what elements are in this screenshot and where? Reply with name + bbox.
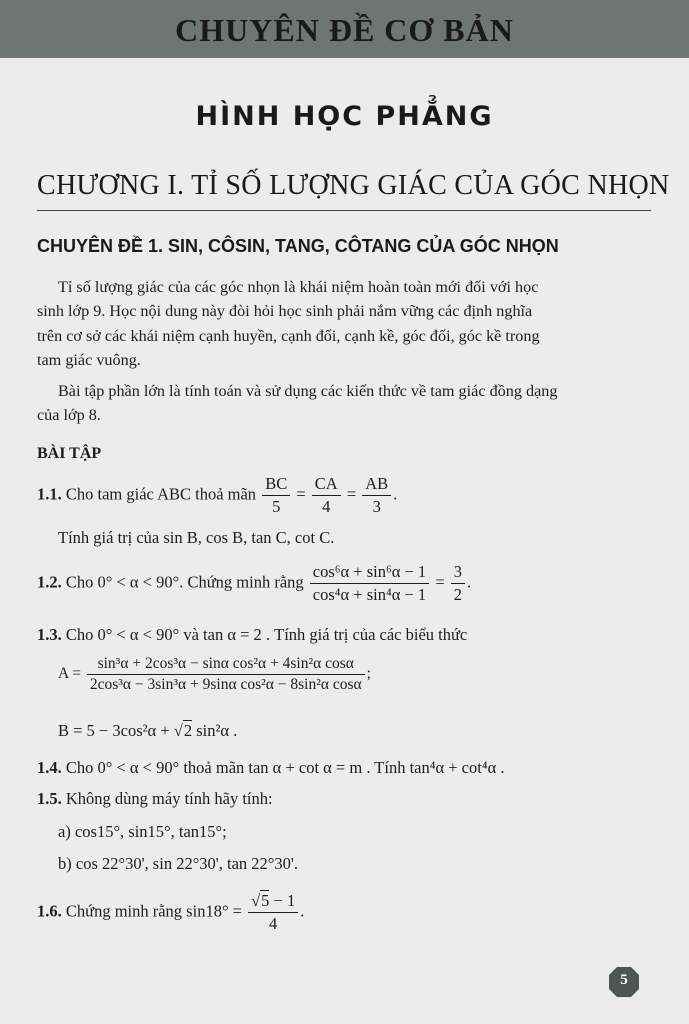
intro-line: Tỉ số lượng giác của các góc nhọn là khái niệm hoàn toàn mới đối với học <box>58 278 539 296</box>
chapter-divider <box>37 210 651 211</box>
intro-line: tam giác vuông. <box>37 351 141 369</box>
page-number: 5 <box>620 972 628 988</box>
intro-paragraph <box>58 275 648 300</box>
expression-label: A = <box>58 665 81 683</box>
intro-line: của lớp 8. <box>37 406 101 424</box>
exercise-number: 1.4. <box>37 758 62 777</box>
fraction: $\frac{BC}{5}$ <box>262 474 290 517</box>
exercise-number: 1.1. <box>37 484 62 504</box>
intro-line: Bài tập phần lớn là tính toán và sử dụng các kiến thức về tam giác đồng dạng <box>58 382 558 400</box>
exercise-1-1: 1.1. Cho tam giác ABC thoả mãn $\frac{BC}{5}$ = $\frac{CA}{4}$ = $\frac{AB}{3}$ . <box>37 474 398 516</box>
exercise-number: 1.5. <box>37 789 62 808</box>
exercise-1-3 <box>37 625 467 645</box>
expression-a: A = $\frac{\text{sin³α + 2cos³α − sinα cos²α + 4sin²α cosα}}{\text{2cos³α − 3sin³α + 9sinα cos²α − 8sin²α cosα}}$ ; <box>58 655 371 693</box>
topic-title: CHUYÊN ĐỀ 1. SIN, CÔSIN, TANG, CÔTANG CỦA GÓC NHỌN <box>37 236 559 256</box>
intro-line: trên cơ sở các khái niệm cạnh huyền, cạnh đối, cạnh kề, góc đối, góc kề trong <box>37 327 540 345</box>
fraction: $\frac{\text{sin³α + 2cos³α − sinα cos²α + 4sin²α cosα}}{\text{2cos³α − 3sin³α + 9sinα cos²α − 8sin²α cosα}}$ <box>87 655 365 694</box>
exercise-number: 1.2. <box>37 572 62 592</box>
fraction: $\frac{\text{cos⁶α + sin⁶α − 1}}{\text{cos⁴α + sin⁴α − 1}}$ <box>310 562 429 605</box>
fraction: $\frac{AB}{3}$ <box>362 474 391 517</box>
expression-b: B = 5 − 3cos²α + √2 sin²α . <box>58 721 238 740</box>
exercise-1-4 <box>37 758 504 778</box>
exercise-1-5 <box>37 789 273 809</box>
part-title: HÌNH HỌC PHẲNG <box>195 101 494 132</box>
exercise-1-6: 1.6. Chứng minh rằng sin18° = $\frac{√5 - 1}{4}$ . <box>37 891 305 933</box>
exercise-text: Không dùng máy tính hãy tính: <box>65 789 273 808</box>
exercise-1-2: 1.2. Cho 0° < α < 90°. Chứng minh rằng $\frac{\text{cos⁶α + sin⁶α − 1}}{\text{cos⁴α + sin⁴α − 1}}$ = $\frac{3}{2}$ . <box>37 562 472 604</box>
exercise-part-b: b) cos 22°30', sin 22°30', tan 22°30'. <box>58 854 298 873</box>
exercise-text: Cho tam giác ABC thoả mãn <box>65 484 257 504</box>
exercise-text: Cho 0° < α < 90° thoả mãn tan α + cot α = m . Tính tan⁴α + cot⁴α . <box>65 758 505 777</box>
fraction: $\frac{3}{2}$ <box>451 562 465 605</box>
exercise-number: 1.3. <box>37 625 62 644</box>
exercise-text: Chứng minh rằng sin18° = <box>65 901 242 921</box>
header-title: CHUYÊN ĐỀ CƠ BẢN <box>175 12 514 48</box>
intro-line: sinh lớp 9. Học nội dung này đòi hỏi học sinh phải nắm vững các định nghĩa <box>37 302 533 320</box>
fraction: $\frac{CA}{4}$ <box>312 474 341 517</box>
exercise-text: Cho 0° < α < 90° và tan α = 2 . Tính giá trị của các biểu thức <box>65 625 468 644</box>
section-title: BÀI TẬP <box>37 445 102 462</box>
exercise-text: Cho 0° < α < 90°. Chứng minh rằng <box>65 572 304 592</box>
fraction: $\frac{√5 - 1}{4}$ <box>248 891 298 934</box>
exercise-text: Tính giá trị của sin B, cos B, tan C, cot C. <box>58 528 335 547</box>
exercise-number: 1.6. <box>37 901 62 921</box>
chapter-title: CHƯƠNG I. TỈ SỐ LƯỢNG GIÁC CỦA GÓC NHỌN <box>37 170 670 201</box>
exercise-part-a: a) cos15°, sin15°, tan15°; <box>58 822 227 841</box>
